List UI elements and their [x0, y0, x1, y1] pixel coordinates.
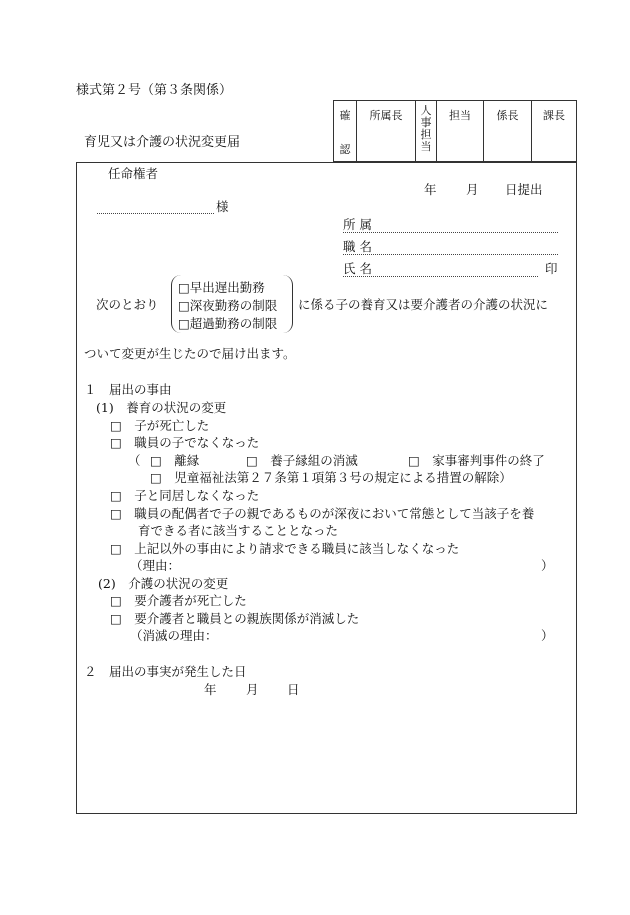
- item-kinship-ended[interactable]: □ 要介護者と職員との親族関係が消滅した: [110, 611, 360, 626]
- submit-year-label: 年: [424, 182, 437, 197]
- option-overtime-limit[interactable]: □超過勤務の制限: [178, 316, 278, 331]
- recipient-name-field[interactable]: [97, 213, 214, 214]
- kinship-reason-close: ）: [541, 628, 554, 643]
- affiliation-label: 所 属: [343, 217, 372, 232]
- approval-chief-cell[interactable]: [483, 101, 531, 161]
- reason-family-court-ended[interactable]: □ 家事審判事件の終了: [408, 453, 545, 468]
- approval-director-cell[interactable]: [356, 101, 415, 161]
- intro-after: に係る子の養育又は要介護者の介護の状況に: [298, 297, 549, 312]
- event-day-label: 日: [287, 682, 300, 697]
- kinship-reason-label: （消滅の理由：: [130, 628, 218, 643]
- item-not-cohabiting[interactable]: □ 子と同居しなくなった: [110, 488, 260, 503]
- intro-before: 次のとおり: [96, 297, 159, 312]
- approval-kaku-label: 確: [339, 109, 351, 122]
- approval-staff-label: 担当: [449, 109, 471, 122]
- intro-continuation: ついて変更が生じたので届け出ます。: [84, 346, 296, 361]
- event-month-label: 月: [246, 682, 259, 697]
- option-early-late-shift[interactable]: □早出遅出勤務: [178, 280, 265, 295]
- item-care-recipient-died[interactable]: □ 要介護者が死亡した: [110, 593, 247, 608]
- section1-sub2-heading: (2) 介護の状況の変更: [98, 576, 229, 591]
- event-year-label: 年: [204, 682, 217, 697]
- reason-adoption-dissolved[interactable]: □ 養子縁組の消滅: [246, 453, 358, 468]
- other-reason-label: （理由：: [130, 558, 181, 573]
- document-title: 育児又は介護の状況変更届: [84, 135, 241, 150]
- affiliation-field[interactable]: [343, 232, 558, 233]
- recipient-label: 任命権者: [108, 166, 159, 181]
- section1-sub1-heading: (1) 養育の状況の変更: [96, 400, 227, 415]
- approval-table: [333, 100, 577, 162]
- approval-staff-cell[interactable]: [436, 101, 483, 161]
- reason-rien[interactable]: □ 離縁: [150, 453, 200, 468]
- seal-label: 印: [545, 261, 558, 276]
- other-reason-close: ）: [541, 558, 554, 573]
- option-night-limit[interactable]: □深夜勤務の制限: [178, 298, 278, 313]
- reasons-open-paren: （: [128, 453, 141, 468]
- submit-month-label: 月: [466, 182, 479, 197]
- approval-jinji-label: 人 事 担 当: [420, 104, 432, 154]
- position-label: 職 名: [343, 239, 372, 254]
- name-label: 氏 名: [343, 261, 372, 276]
- approval-kakunin-cell: [334, 101, 356, 161]
- section2-heading: ２ 届出の事実が発生した日: [84, 664, 247, 679]
- recipient-sama: 様: [216, 199, 229, 214]
- item-child-died[interactable]: □ 子が死亡した: [110, 418, 210, 433]
- approval-chief-label: 係長: [496, 109, 519, 122]
- item-spouse-can-care-line1[interactable]: □ 職員の配偶者で子の親であるものが深夜において常態として当該子を養: [110, 506, 535, 521]
- item-spouse-can-care-line2: 育できる者に該当することとなった: [138, 523, 339, 538]
- submit-day-label: 日提出: [505, 182, 543, 197]
- item-other-reason[interactable]: □ 上記以外の事由により請求できる職員に該当しなくなった: [110, 541, 460, 556]
- approval-section-chief-label: 課長: [543, 109, 565, 122]
- item-no-longer-child[interactable]: □ 職員の子でなくなった: [110, 435, 260, 450]
- position-field[interactable]: [343, 254, 558, 255]
- approval-nin-label: 認: [339, 143, 351, 156]
- approval-director-label: 所属長: [369, 109, 403, 122]
- name-field[interactable]: [343, 276, 538, 277]
- approval-jinji-cell[interactable]: [415, 101, 436, 161]
- form-number: 様式第２号（第３条関係）: [76, 83, 233, 98]
- reason-child-welfare-act[interactable]: □ 児童福祉法第２７条第１項第３号の規定による措置の解除）: [150, 470, 512, 485]
- approval-section-chief-cell[interactable]: [531, 101, 576, 161]
- section1-heading: １ 届出の事由: [84, 382, 172, 397]
